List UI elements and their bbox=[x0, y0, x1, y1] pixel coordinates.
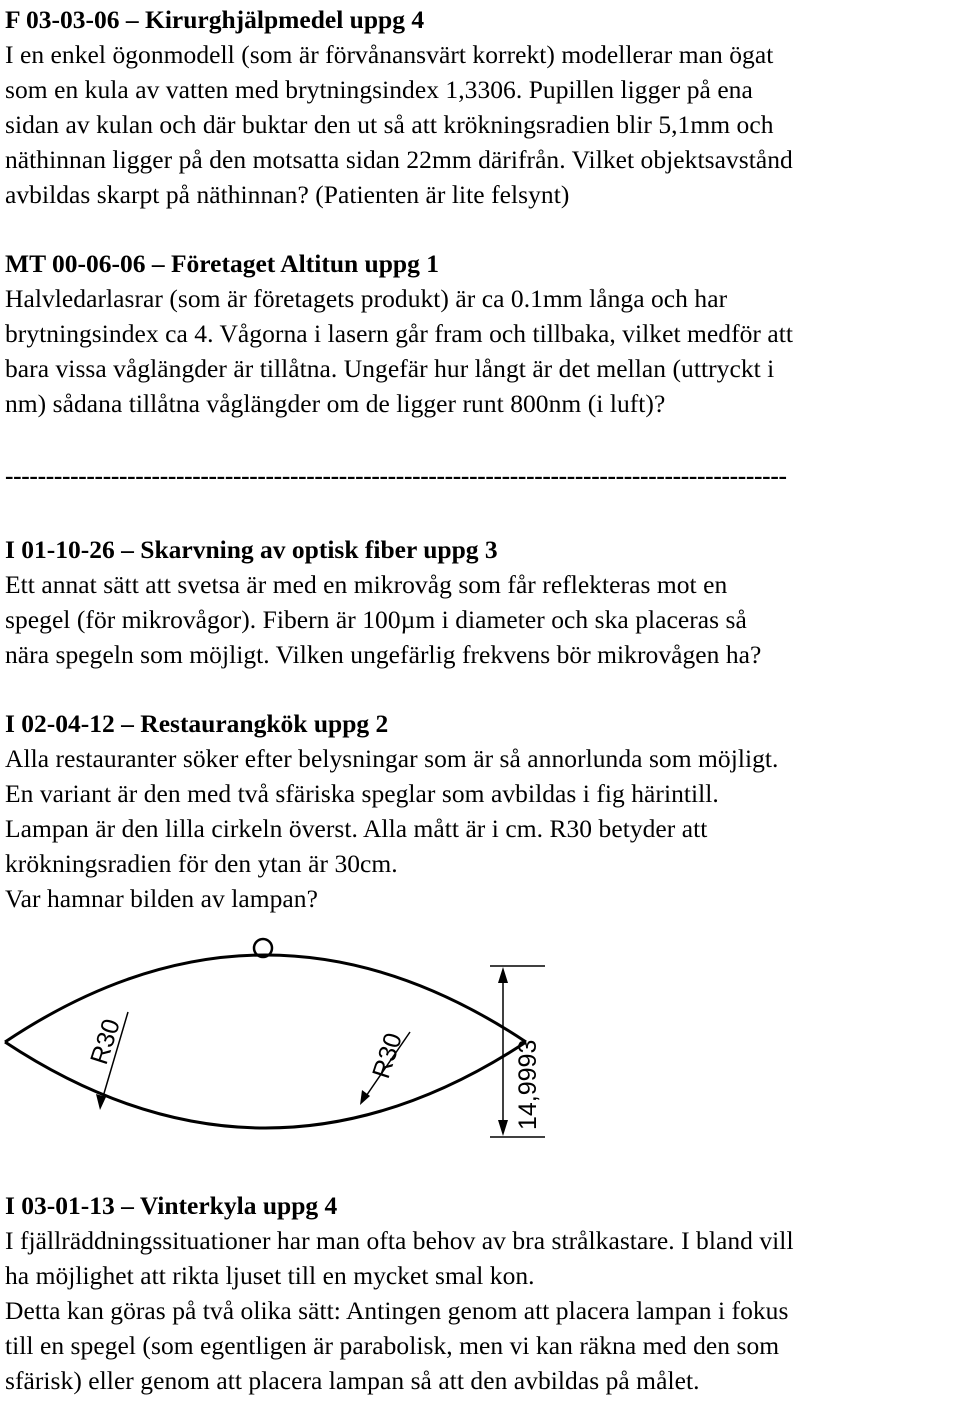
problem-4-line-5: Var hamnar bilden av lampan? bbox=[5, 884, 318, 913]
problem-1-line-1: I en enkel ögonmodell (som är förvånansvärt korrekt) modellerar man ögat bbox=[5, 40, 774, 69]
problem-2 bbox=[5, 246, 957, 421]
problem-5-line-5: sfärisk) eller genom att placera lampan så att den avbildas på målet. bbox=[5, 1366, 700, 1395]
problem-3-line-3: nära spegeln som möjligt. Vilken ungefärlig frekvens bör mikrovågen ha? bbox=[5, 640, 762, 669]
problem-5-line-2: ha möjlighet att rikta ljuset till en mycket smal kon. bbox=[5, 1261, 535, 1290]
dimension-arrow-top bbox=[498, 967, 508, 983]
dimension-label: 14,9993 bbox=[514, 1039, 542, 1130]
problem-4 bbox=[5, 706, 957, 916]
section-divider: ------------------------------------------------------------------------------------------------ bbox=[5, 461, 787, 490]
right-radius-label: R30 bbox=[367, 1029, 408, 1082]
upper-mirror-arc bbox=[5, 955, 526, 1042]
problem-3 bbox=[5, 532, 957, 672]
problem-5-line-4: till en spegel (som egentligen är parabolisk, men vi kan räkna med den som bbox=[5, 1331, 780, 1360]
problem-1-title: F 03-03-06 – Kirurghjälpmedel uppg 4 bbox=[5, 5, 425, 34]
problem-1-line-4: näthinnan ligger på den motsatta sidan 22mm därifrån. Vilket objektsavstånd bbox=[5, 145, 793, 174]
problem-3-line-1: Ett annat sätt att svetsa är med en mikrovåg som får reflekteras mot en bbox=[5, 570, 728, 599]
left-radius-label: R30 bbox=[85, 1015, 126, 1068]
lower-mirror-arc bbox=[5, 1042, 526, 1128]
problem-2-line-2: brytningsindex ca 4. Vågorna i lasern går fram och tillbaka, vilket medför att bbox=[5, 319, 794, 348]
problem-4-line-2: En variant är den med två sfäriska speglar som avbildas i fig härintill. bbox=[5, 779, 719, 808]
problem-1-line-5: avbildas skarpt på näthinnan? (Patienten är lite felsynt) bbox=[5, 180, 570, 209]
dimension-arrow-bottom bbox=[498, 1120, 508, 1136]
problem-1-line-2: som en kula av vatten med brytningsindex 1,3306. Pupillen ligger på ena bbox=[5, 75, 753, 104]
problem-5-title: I 03-01-13 – Vinterkyla uppg 4 bbox=[5, 1191, 338, 1220]
problem-5 bbox=[5, 1188, 957, 1398]
mirror-figure bbox=[0, 930, 960, 1150]
problem-4-line-4: krökningsradien för den ytan är 30cm. bbox=[5, 849, 398, 878]
problem-1-line-3: sidan av kulan och där buktar den ut så att krökningsradien blir 5,1mm och bbox=[5, 110, 774, 139]
problem-4-line-1: Alla restauranter söker efter belysningar som är så annorlunda som möjligt. bbox=[5, 744, 779, 773]
problem-2-title: MT 00-06-06 – Företaget Altitun uppg 1 bbox=[5, 249, 439, 278]
problem-3-line-2: spegel (för mikrovågor). Fibern är 100µm i diameter och ska placeras så bbox=[5, 605, 747, 634]
problem-3-title: I 01-10-26 – Skarvning av optisk fiber uppg 3 bbox=[5, 535, 498, 564]
problem-4-title: I 02-04-12 – Restaurangkök uppg 2 bbox=[5, 709, 389, 738]
problem-2-line-1: Halvledarlasrar (som är företagets produkt) är ca 0.1mm långa och har bbox=[5, 284, 728, 313]
problem-2-line-3: bara vissa våglängder är tillåtna. Ungefär hur långt är det mellan (uttryckt i bbox=[5, 354, 775, 383]
problem-4-line-3: Lampan är den lilla cirkeln överst. Alla mått är i cm. R30 betyder att bbox=[5, 814, 708, 843]
problem-2-line-4: nm) sådana tillåtna våglängder om de ligger runt 800nm (i luft)? bbox=[5, 389, 666, 418]
problem-1 bbox=[5, 2, 957, 212]
problem-5-line-3: Detta kan göras på två olika sätt: Antingen genom att placera lampan i fokus bbox=[5, 1296, 789, 1325]
problem-5-line-1: I fjällräddningssituationer har man ofta behov av bra strålkastare. I bland vill bbox=[5, 1226, 794, 1255]
